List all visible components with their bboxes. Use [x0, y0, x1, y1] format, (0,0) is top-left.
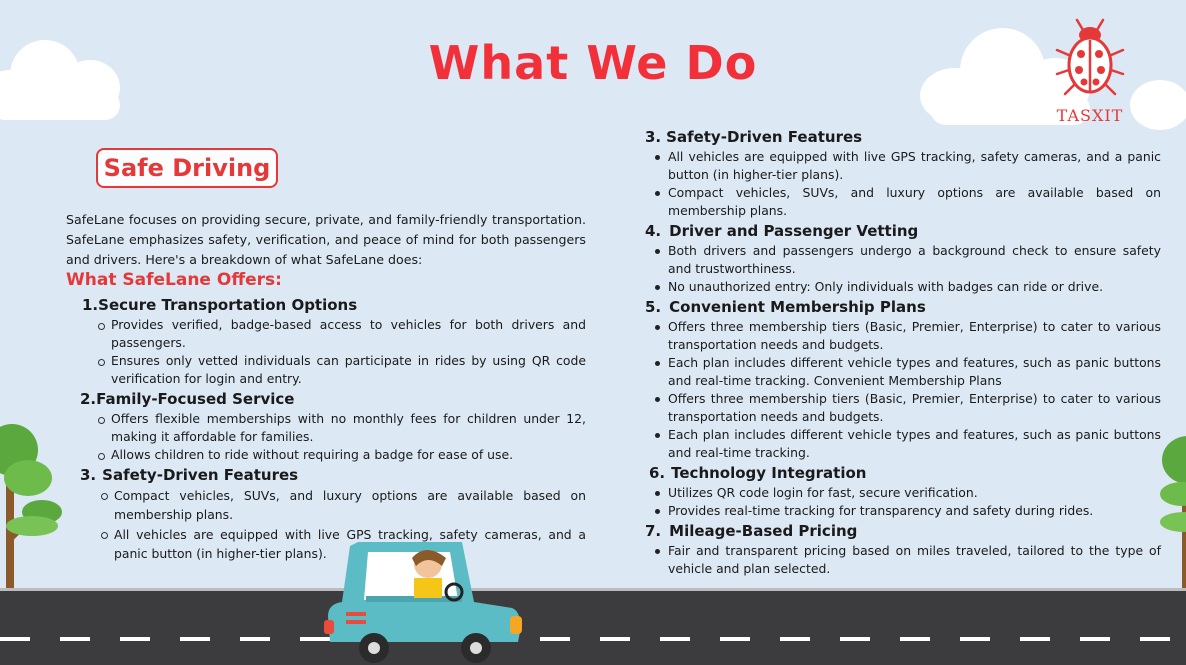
- feature-number: 7.: [645, 522, 662, 540]
- tree-right: [1158, 432, 1186, 592]
- lane-dash: [720, 637, 750, 641]
- car-illustration: [322, 536, 526, 665]
- feature-block: [80, 388, 586, 410]
- feature-number: 6.: [649, 464, 666, 482]
- feature-bullets: [644, 542, 1161, 578]
- bullet-item: Compact vehicles, SUVs, and luxury options are available based on membership plans.: [114, 488, 586, 522]
- bullet-item: Allows children to ride without requiring a badge for ease of use.: [111, 446, 586, 464]
- feature-title: Secure Transportation Options: [98, 296, 358, 314]
- intro-paragraph: SafeLane focuses on providing secure, private, and family-friendly transportation. SafeLane emphasizes safety, verification, and peace of mind for both passengers and drivers. Here's a breakdown of what SafeLane does:: [66, 212, 586, 267]
- feature-block: [82, 294, 586, 316]
- feature-bullets: [66, 316, 586, 388]
- section-label-box: Safe Driving: [96, 148, 278, 188]
- feature-heading: [645, 520, 1161, 542]
- bullet-item: Provides verified, badge-based access to vehicles for both drivers and passengers.: [111, 317, 586, 350]
- lane-dash: [240, 637, 270, 641]
- lane-dash: [1140, 637, 1170, 641]
- feature-title: Safety-Driven Features: [666, 128, 863, 146]
- feature-heading: [645, 126, 1161, 148]
- bullet-item: Offers flexible memberships with no monthly fees for children under 12, making it affordable for families.: [111, 411, 586, 444]
- lane-dash: [840, 637, 870, 641]
- bullet-item: No unauthorized entry: Only individuals with badges can ride or drive.: [668, 278, 1161, 296]
- bullet-item: Fair and transparent pricing based on miles traveled, tailored to the type of vehicle and plan selected.: [668, 543, 1161, 576]
- lane-dash: [180, 637, 210, 641]
- left-column: [66, 294, 586, 563]
- lane-dash: [900, 637, 930, 641]
- feature-heading: [80, 464, 586, 486]
- bullet-item: All vehicles are equipped with live GPS tracking, safety cameras, and a panic button (in higher-tier plans).: [668, 149, 1161, 182]
- bullet-item: Offers three membership tiers (Basic, Premier, Enterprise) to cater to various transportation needs and budgets.: [668, 319, 1161, 352]
- feature-heading: [645, 220, 1161, 242]
- feature-bullets: [644, 318, 1161, 462]
- bullet-item: Compact vehicles, SUVs, and luxury options are available based on membership plans.: [668, 185, 1161, 218]
- lane-dash: [540, 637, 570, 641]
- logo: [1048, 18, 1132, 125]
- tree-left: [0, 420, 70, 590]
- bullet-item: Both drivers and passengers undergo a background check to ensure safety and trustworthiness.: [668, 243, 1161, 276]
- feature-number: 4.: [645, 222, 662, 240]
- feature-title: Safety-Driven Features: [102, 466, 299, 484]
- lane-dash: [0, 637, 30, 641]
- page-title: What We Do: [428, 36, 758, 90]
- feature-heading: [645, 296, 1161, 318]
- offers-heading: What SafeLane Offers:: [66, 270, 282, 290]
- feature-bullets: [644, 242, 1161, 296]
- lane-dash: [1020, 637, 1050, 641]
- feature-bullets: [644, 148, 1161, 220]
- feature-title: Convenient Membership Plans: [669, 298, 926, 316]
- bullet-item: Each plan includes different vehicle types and features, such as panic buttons and real-time tracking. Convenient Membership Plans: [668, 355, 1161, 388]
- feature-number: 5.: [645, 298, 662, 316]
- feature-number: 2.: [80, 390, 97, 408]
- feature-bullets: [644, 484, 1161, 520]
- feature-number: 3.: [645, 128, 662, 146]
- bullet-item: Each plan includes different vehicle types and features, such as panic buttons and real-time tracking.: [668, 427, 1161, 460]
- lane-dash: [1080, 637, 1110, 641]
- lane-dash: [600, 637, 630, 641]
- feature-title: Technology Integration: [671, 464, 867, 482]
- feature-heading: [80, 388, 586, 410]
- feature-bullets: [66, 410, 586, 464]
- right-column: [644, 126, 1161, 578]
- ladybug-icon: [1053, 18, 1127, 102]
- logo-text: TASXIT: [1056, 106, 1124, 125]
- feature-title: Family-Focused Service: [96, 390, 295, 408]
- feature-title: Driver and Passenger Vetting: [669, 222, 919, 240]
- lane-dash: [660, 637, 690, 641]
- lane-dash: [960, 637, 990, 641]
- feature-block: [80, 464, 586, 486]
- feature-heading: [649, 462, 1161, 484]
- lane-dash: [120, 637, 150, 641]
- bullet-item: Provides real-time tracking for transparency and safety during rides.: [668, 502, 1161, 520]
- lane-dash: [60, 637, 90, 641]
- feature-number: 3.: [80, 466, 97, 484]
- bullet-item: Offers three membership tiers (Basic, Premier, Enterprise) to cater to various transportation needs and budgets.: [668, 391, 1161, 424]
- bullet-item: All vehicles are equipped with live GPS tracking, safety cameras, and a panic button (in higher-tier plans).: [114, 527, 586, 561]
- feature-title: Mileage-Based Pricing: [669, 522, 858, 540]
- feature-heading: [82, 294, 586, 316]
- bullet-item: Utilizes QR code login for fast, secure verification.: [668, 484, 1161, 502]
- lane-dash: [780, 637, 810, 641]
- bullet-item: Ensures only vetted individuals can participate in rides by using QR code verification for login and entry.: [111, 353, 586, 386]
- road: [0, 588, 1186, 665]
- feature-number: 1.: [82, 296, 99, 314]
